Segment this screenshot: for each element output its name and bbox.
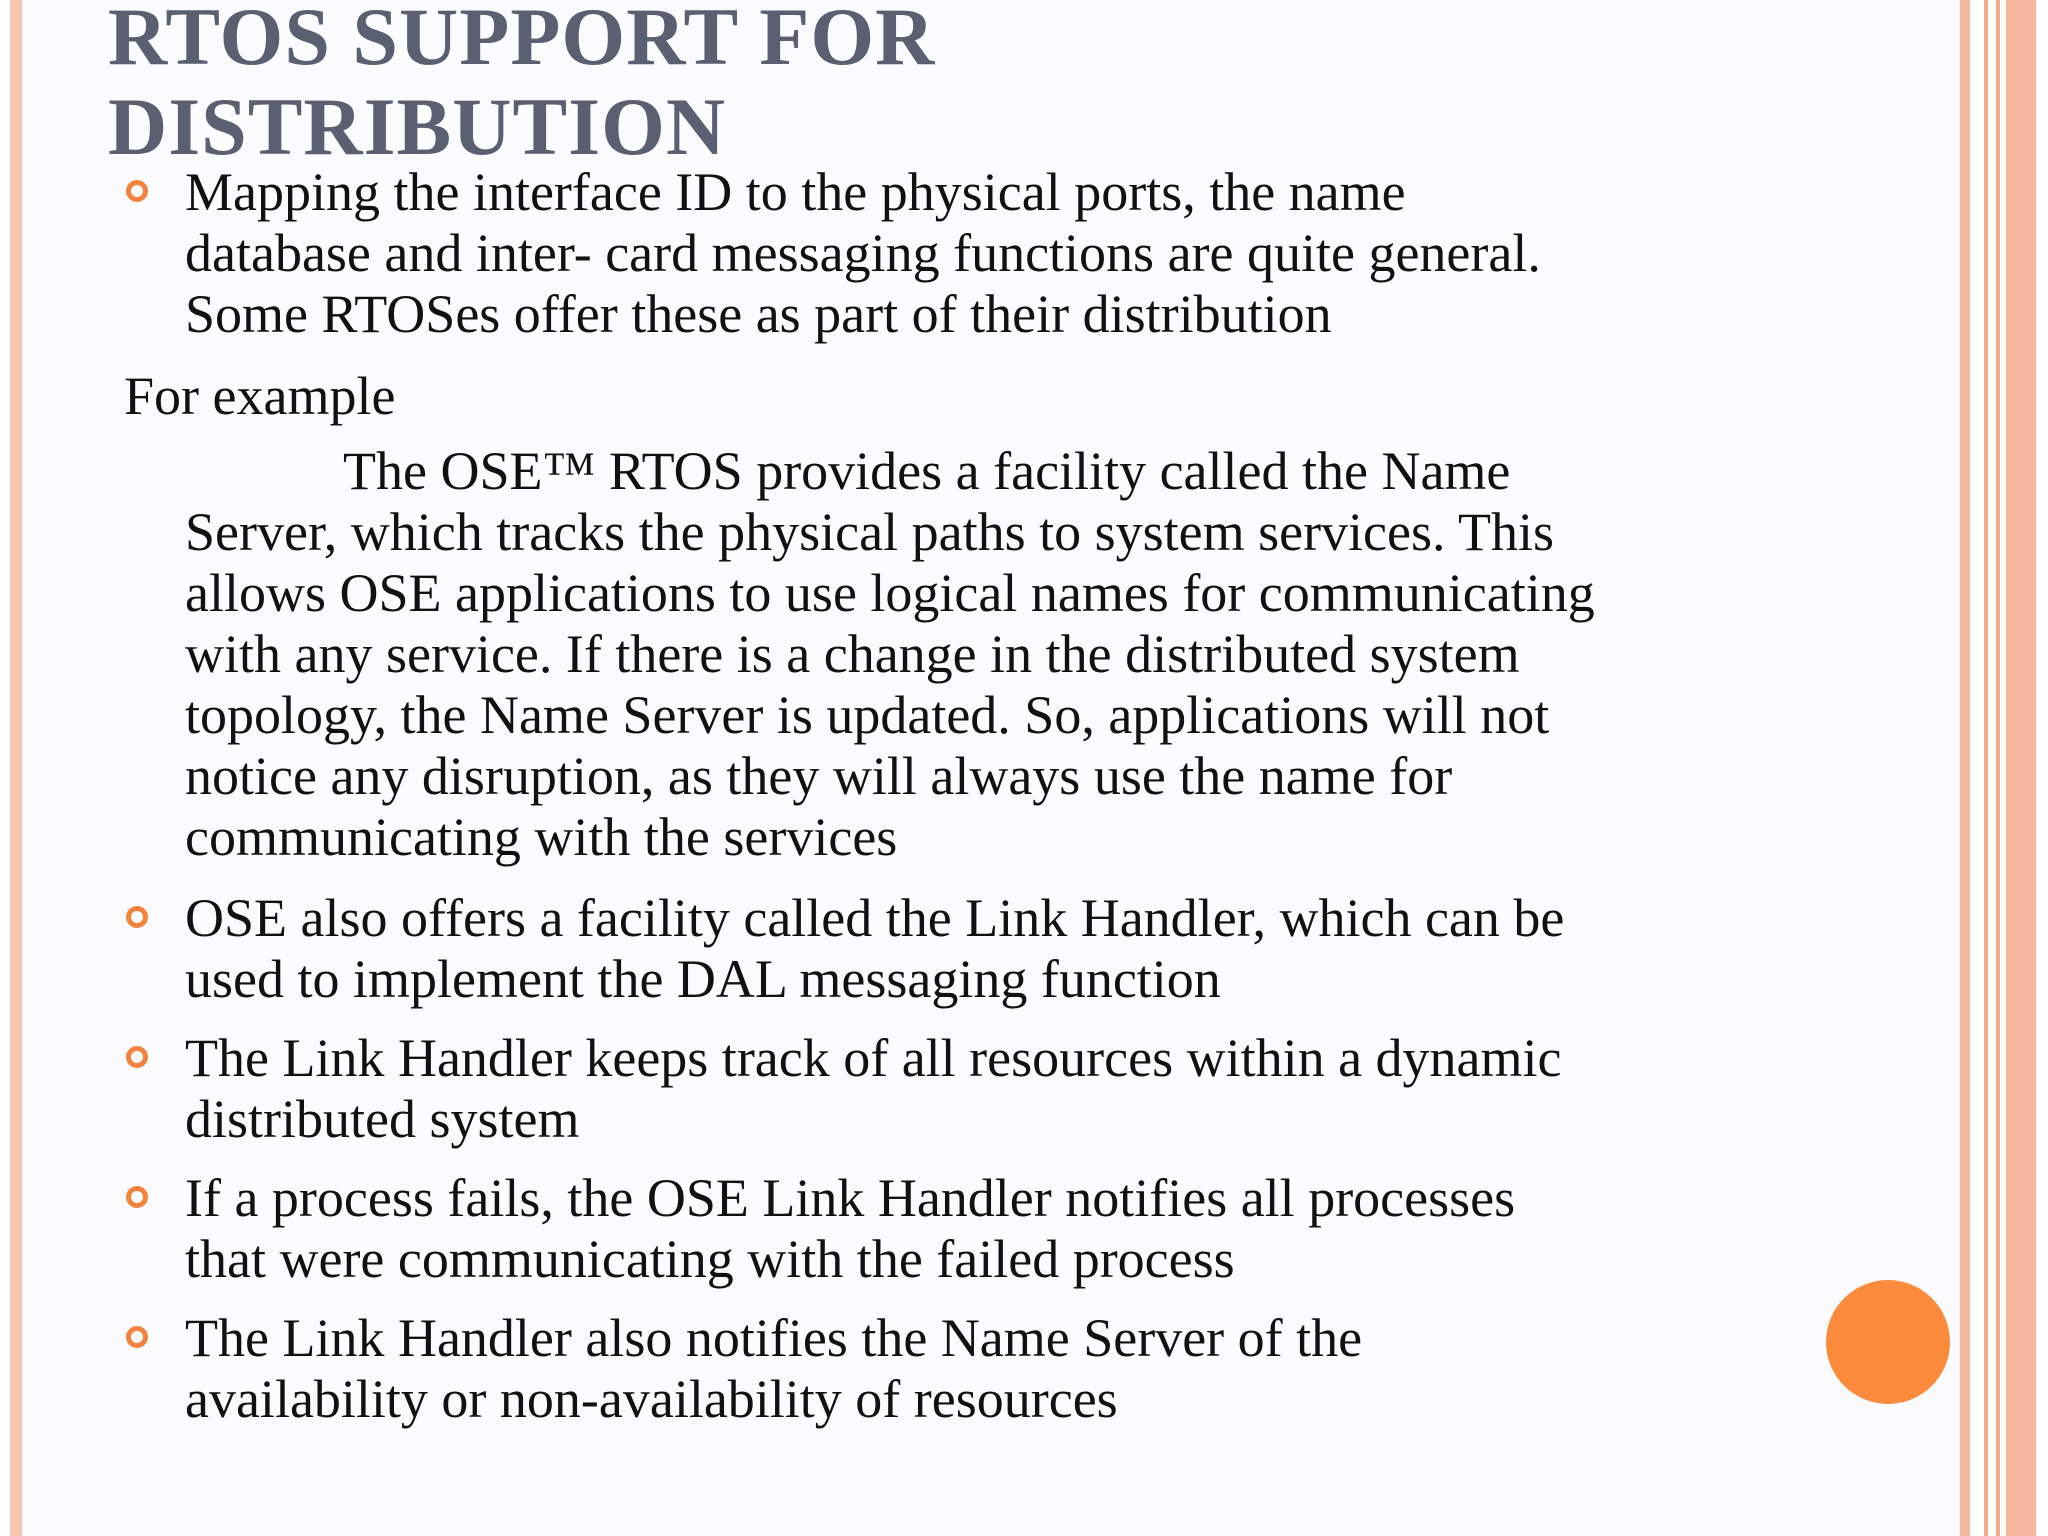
- orange-circle-decoration-icon: [1826, 1280, 1950, 1404]
- right-stripe-4: [2006, 0, 2036, 1536]
- example-line-3: allows OSE applications to use logical names for communicating: [185, 563, 1595, 623]
- bullet-item-1: [185, 162, 1541, 345]
- hollow-circle-bullet-icon: [126, 1186, 148, 1208]
- left-border-stripe: [10, 0, 22, 1536]
- slide-title: [108, 0, 935, 172]
- bullet-3-line-2: distributed system: [185, 1089, 580, 1149]
- bullet-4-line-2: that were communicating with the failed process: [185, 1229, 1235, 1289]
- hollow-circle-bullet-icon: [126, 1326, 148, 1348]
- hollow-circle-bullet-icon: [126, 180, 148, 202]
- example-paragraph: [185, 441, 1595, 868]
- example-line-7: communicating with the services: [185, 807, 898, 867]
- example-line-4: with any service. If there is a change in the distributed system: [185, 624, 1520, 684]
- bullet-2-line-1: OSE also offers a facility called the Link Handler, which can be: [185, 888, 1565, 948]
- hollow-circle-bullet-icon: [126, 1046, 148, 1068]
- bullet-item-4: [185, 1168, 1515, 1290]
- example-line-6: notice any disruption, as they will always use the name for: [185, 746, 1453, 806]
- bullet-4-line-1: If a process fails, the OSE Link Handler notifies all processes: [185, 1168, 1516, 1228]
- example-line-2: Server, which tracks the physical paths to system services. This: [185, 502, 1555, 562]
- bullet-1-line-2: database and inter- card messaging functions are quite general.: [185, 223, 1541, 283]
- bullet-item-5: [185, 1308, 1362, 1430]
- right-stripe-1: [1960, 0, 1970, 1536]
- example-line-5: topology, the Name Server is updated. So, applications will not: [185, 685, 1550, 745]
- right-stripe-gap-1: [1970, 0, 1984, 1536]
- bullet-3-line-1: The Link Handler keeps track of all resources within a dynamic: [185, 1028, 1562, 1088]
- title-line-1: RTOS SUPPORT FOR: [108, 0, 936, 82]
- right-stripe-edge: [2036, 0, 2048, 1536]
- hollow-circle-bullet-icon: [126, 906, 148, 928]
- bullet-5-line-1: The Link Handler also notifies the Name Server of the: [185, 1308, 1363, 1368]
- bullet-item-2: [185, 888, 1564, 1010]
- bullet-1-line-1: Mapping the interface ID to the physical ports, the name: [185, 162, 1406, 222]
- title-line-2: DISTRIBUTION: [108, 81, 727, 172]
- bullet-item-3: [185, 1028, 1562, 1150]
- right-stripe-gap-2: [1988, 0, 1996, 1536]
- example-line-1: The OSE™ RTOS provides a facility called the Name: [343, 441, 1511, 501]
- bullet-5-line-2: availability or non-availability of resources: [185, 1369, 1118, 1429]
- for-example-label: For example: [124, 366, 396, 426]
- bullet-2-line-2: used to implement the DAL messaging function: [185, 949, 1221, 1009]
- bullet-1-line-3: Some RTOSes offer these as part of their distribution: [185, 284, 1332, 344]
